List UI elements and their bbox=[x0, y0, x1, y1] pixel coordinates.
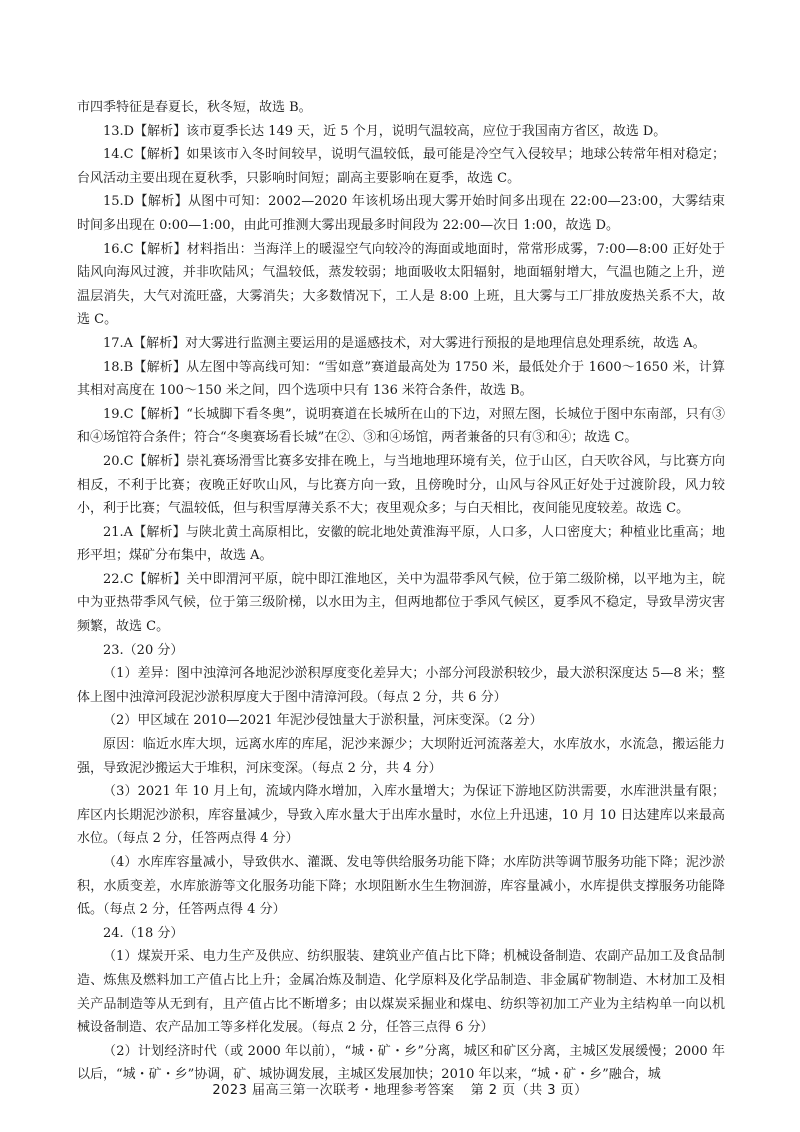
answer-paragraph: 21.A【解析】与陕北黄土高原相比，安徽的皖北地处黄淮海平原，人口多，人口密度大；种植业比重高；地形平坦；煤矿分布集中，故选 A。 bbox=[77, 524, 725, 564]
answer-paragraph: （1）差异：图中浊漳河各地泥沙淤积厚度变化差异大；小部分河段淤积较少，最大淤积深度达 5—8 米；整体上图中浊漳河段泥沙淤积厚度大于图中清漳河段。（每点 2 分，共 6 分） bbox=[77, 666, 725, 705]
answer-paragraph: （2）计划经济时代（或 2000 年以前），“城・矿・乡”分离，城区和矿区分离，主城区发展缓慢；2000 年以后，“城・矿・乡”协调，矿、城协调发展，主城区发展加快；2010 年以来，“城・矿・乡”融合，城 bbox=[77, 1043, 725, 1083]
footer-title: 2023 届高三第一次联考・地理参考答案 bbox=[212, 1083, 455, 1098]
answer-paragraph: 15.D【解析】从图中可知：2002—2020 年该机场出现大雾开始时间多出现在 22:00—23:00，大雾结束时间多出现在 0:00—1:00，由此可推测大雾出现最多时间段为 22:00—次日 1:00，故选 D。 bbox=[77, 194, 725, 233]
answer-paragraph: 19.C【解析】“长城脚下看冬奥”，说明赛道在长城所在山的下边，对照左图，长城位于图中东南部，只有③和④场馆符合条件；符合“冬奥赛场看长城”在②、③和④场馆，两者兼备的只有③和④；故选 C。 bbox=[77, 406, 725, 446]
answer-paragraph: 23.（20 分） bbox=[103, 642, 184, 658]
answer-paragraph: 17.A【解析】对大雾进行监测主要运用的是遥感技术，对大雾进行预报的是地理信息处理系统，故选 A。 bbox=[103, 335, 706, 351]
answer-paragraph: 市四季特征是春夏长，秋冬短，故选 B。 bbox=[77, 100, 312, 115]
answer-paragraph: （1）煤炭开采、电力生产及供应、纺织服装、建筑业产值占比下降；机械设备制造、农副产品加工及食品制造、炼焦及燃料加工产值占比上升；金属冶炼及制造、化学原料及化学品制造、非金属矿物制造、木材加工及相关产品制造等从无到有，且产值占比不断增多；由以煤炭采掘业和煤电、纺织等初加工产业为主结构单一向以机械设备制造、农产品加工等多样化发展。（每点 2 分，任答三点得 6 分） bbox=[77, 949, 725, 1036]
answer-paragraph: 22.C【解析】关中即渭河平原，皖中即江淮地区，关中为温带季风气候，位于第二级阶梯，以平地为主，皖中为亚热带季风气候，位于第三级阶梯，以水田为主，但两地都位于季风气候区，夏季风不稳定，导致旱涝灾害频繁，故选 C。 bbox=[77, 571, 725, 635]
answer-paragraph: 18.B【解析】从左图中等高线可知：“雪如意”赛道最高处为 1750 米，最低处介于 1600～1650 米，计算其相对高度在 100～150 米之间，四个选项中只有 136 米符合条件，故选 B。 bbox=[77, 359, 725, 399]
answer-paragraph: 20.C【解析】崇礼赛场滑雪比赛多安排在晚上，与当地地理环境有关，位于山区，白天吹谷风，与比赛方向相反，不利于比赛；夜晚正好吹山风，与比赛方向一致，且傍晚时分，山风与谷风正好处于过渡阶段，风力较小，利于比赛；气温较低，但与积雪厚薄关系不大；夜里观众多；与白天相比，夜间能见度较差。故选 C。 bbox=[77, 453, 725, 517]
answer-paragraph: 24.（18 分） bbox=[103, 925, 184, 941]
answer-paragraph: 13.D【解析】该市夏季长达 149 天，近 5 个月，说明气温较高，应位于我国南方省区，故选 D。 bbox=[103, 123, 667, 139]
answer-paragraph: 14.C【解析】如果该市入冬时间较早，说明气温较低，最可能是冷空气入侵较早；地球公转常年相对稳定；台风活动主要出现在夏秋季，只影响时间短；副高主要影响在夏季，故选 C。 bbox=[77, 147, 725, 186]
answer-paragraph: （3）2021 年 10 月上旬，流域内降水增加，入库水量增大；为保证下游地区防洪需要，水库泄洪量有限；库区内长期泥沙淤积，库容量减少，导致入库水量大于出库水量时，水位上升迅速，10 月 10 日达建库以来最高水位。（每点 2 分，任答两点得 4 分） bbox=[77, 784, 725, 847]
answer-paragraph: 16.C【解析】材料指出：当海洋上的暖湿空气向较冷的海面或地面时，常常形成雾，7:00—8:00 正好处于陆风向海风过渡，并非吹陆风；气温较低，蒸发较弱；地面吸收太阳辐射，地面辐射增大，气温也随之上升，逆温层消失，大气对流旺盛，大雾消失；大多数情况下，工人是 8:00 上班，且大雾与工厂排放废热关系不大，故选 C。 bbox=[77, 241, 725, 328]
page-footer bbox=[0, 1079, 800, 1103]
answer-paragraph: 原因：临近水库大坝，远离水库的库尾，泥沙来源少；大坝附近河流落差大，水库放水，水流急，搬运能力强，导致泥沙搬运大于堆积，河床变深。（每点 2 分，共 4 分） bbox=[77, 737, 725, 776]
footer-page-number: 第 2 页（共 3 页） bbox=[470, 1083, 588, 1098]
answer-body bbox=[77, 96, 725, 1087]
answer-paragraph: （4）水库库容量减小，导致供水、灌溉、发电等供给服务功能下降；水库防洪等调节服务功能下降；泥沙淤积，水质变差，水库旅游等文化服务功能下降；水坝阻断水生生物洄游，库容量减小，水库提供支撑服务功能降低。（每点 2 分，任答两点得 4 分） bbox=[77, 855, 725, 918]
answer-paragraph: （2）甲区域在 2010—2021 年泥沙侵蚀量大于淤积量，河床变深。（2 分） bbox=[103, 713, 543, 729]
